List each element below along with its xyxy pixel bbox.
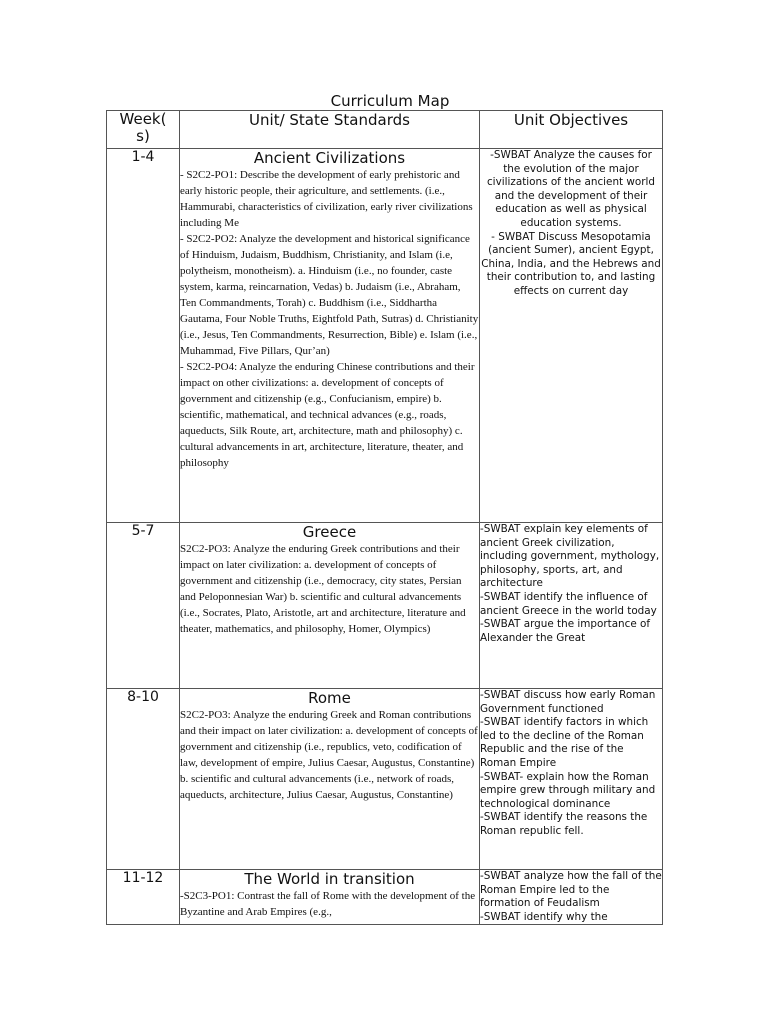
standards-text: S2C2-PO3: Analyze the enduring Greek contributions and their impact on later civilization: a. development of concepts of government and citizenship (i.e., democracy, city states, Persian and Peloponnesian War) b. scientific and cultural advancements (i.e., Socrates, Plato, Aristotle, art and architecture, literature and theater, mathematics, and philosophy, Homer, Olympics) [180,543,466,635]
table-row [107,689,663,870]
week-cell: 1-4 [107,149,180,523]
unit-title: Greece [302,523,357,541]
objectives-cell [480,870,663,925]
objectives-text: -SWBAT discuss how early Roman Government functioned -SWBAT identify factors in which led to the decline of the Roman Republic and the rise of the Roman Empire -SWBAT- explain how the Roman empire grew through military and technological dominance -SWBAT identify the reasons the Roman republic fell. [480,689,656,837]
objectives-text: -SWBAT analyze how the fall of the Roman Empire led to the formation of Feudalism -SWBAT identify why the [480,870,662,923]
table-row [107,523,663,689]
objectives-header: Unit Objectives [480,111,663,149]
standards-text: - S2C2-PO1: Describe the development of early prehistoric and early historic people, their agriculture, and settlements. (i.e., Hammurabi, characteristics of civilization, early river civilizations including Me - S2C2-PO2: Analyze the development and historical significance of Hinduism, Judaism, Buddhism, Christianity, and Islam (i.e, polytheism, monotheism). a. Hinduism (i.e., no founder, caste system, karma, reincarnation, Vedas) b. Judaism (i.e., Abraham, Ten Commandments, Torah) c. Buddhism (i.e., Siddhartha Gautama, Four Noble Truths, Eightfold Path, Sutras) d. Christianity (i.e., Jesus, Ten Commandments, Resurrection, Bible) e. Islam (i.e., Muhammad, Five Pillars, Qur’an) - S2C2-PO4: Analyze the enduring Chinese contributions and their impact on other civilizations: a. development of concepts of government and citizenship (e.g., Confucianism, empire) b. scientific, mathematical, and technical advances (e.g., roads, aqueducts, Silk Route, art, architecture, math and philosophy) c. cultural advancements in art, architecture, literature, theater, and philosophy [180,169,479,469]
unit-title: Ancient Civilizations [253,149,406,167]
unit-title: Rome [308,689,351,707]
unit-title: The World in transition [244,870,415,888]
table-row [107,870,663,925]
week-cell: 5-7 [107,523,180,689]
standards-text: -S2C3-PO1: Contrast the fall of Rome with the development of the Byzantine and Arab Empires (e.g., [180,890,476,918]
standards-cell [180,523,480,689]
week-cell: 8-10 [107,689,180,870]
week-header-label: Week( s) [119,110,167,145]
week-header [107,111,180,149]
standards-cell [180,149,480,523]
standards-cell [180,689,480,870]
document-title: Curriculum Map [330,92,450,110]
objectives-cell [480,149,663,523]
week-cell: 11-12 [107,870,180,925]
objectives-text: -SWBAT explain key elements of ancient Greek civilization, including government, mythology, philosophy, sports, art, and architecture -SWBAT identify the influence of ancient Greece in the world today -SWBAT argue the importance of Alexander the Great [480,523,660,644]
objectives-cell [480,523,663,689]
table-row [107,149,663,523]
objectives-text: -SWBAT Analyze the causes for the evolution of the major civilizations of the ancient world and the development of their education as well as physical education systems. - SWBAT Discuss Mesopotamia (ancient Sumer), ancient Egypt, China, India, and the Hebrews and their contribution to, and lasting effects on current day [481,149,661,297]
standards-cell [180,870,480,925]
standards-text: S2C2-PO3: Analyze the enduring Greek and Roman contributions and their impact on later civilization: a. development of concepts of government and citizenship (i.e., republics, veto, codification of law, development of empire, Julius Caesar, Augustus, Constantine) b. scientific and cultural advancements (i.e., network of roads, aqueducts, architecture, Julius Caesar, Augustus, Constantine) [180,709,478,801]
curriculum-table [106,110,663,925]
objectives-cell [480,689,663,870]
header-row [107,111,663,149]
unit-header: Unit/ State Standards [180,111,480,149]
